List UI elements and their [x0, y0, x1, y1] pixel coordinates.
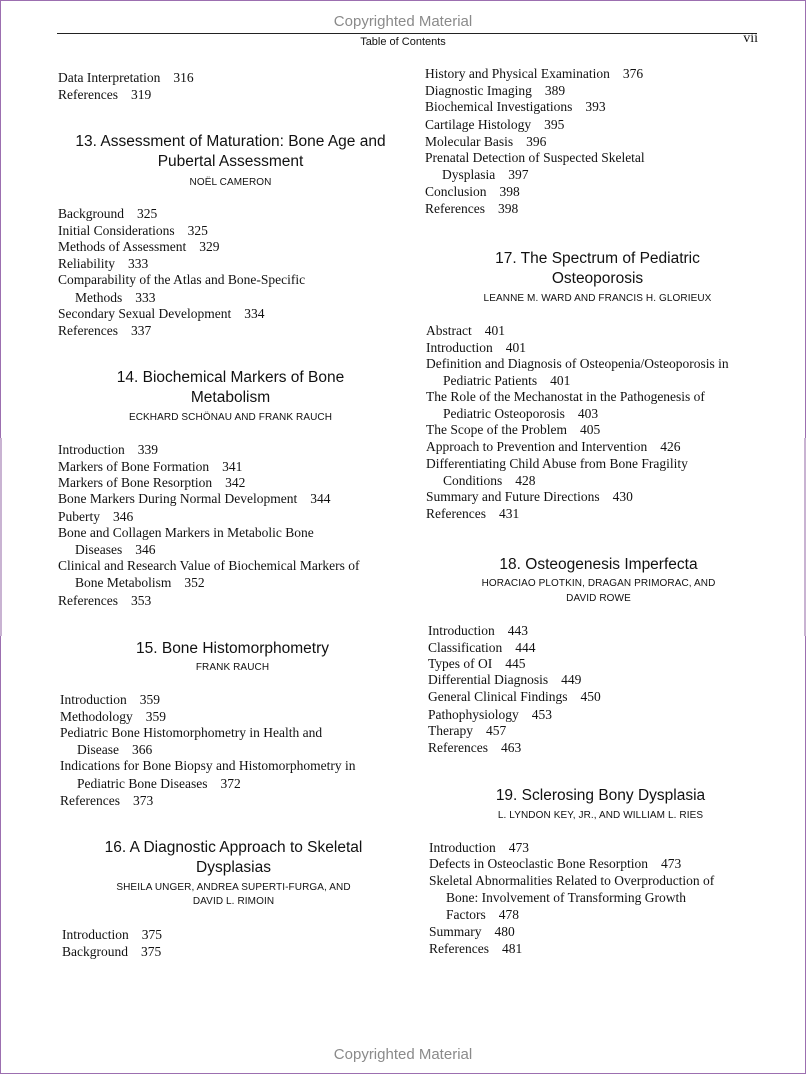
toc-entry[interactable]: Clinical and Research Value of Biochemical Markers of — [58, 558, 360, 573]
toc-entry[interactable]: References 353 — [58, 593, 152, 608]
toc-entry-continuation[interactable]: Conditions 428 — [443, 473, 536, 488]
toc-entry[interactable]: Comparability of the Atlas and Bone-Specific — [58, 272, 306, 287]
left-column — [58, 0, 403, 1074]
toc-entry[interactable]: Skeletal Abnormalities Related to Overproduction of — [429, 873, 715, 888]
page-number: vii — [743, 31, 758, 46]
toc-entry[interactable]: Background 325 — [58, 206, 158, 221]
toc-entry[interactable]: History and Physical Examination 376 — [425, 66, 644, 81]
toc-entry-continuation[interactable]: Bone: Involvement of Transforming Growth — [446, 890, 686, 905]
toc-entry[interactable]: Classification 444 — [428, 640, 536, 655]
toc-entry[interactable]: Biochemical Investigations 393 — [425, 99, 606, 114]
chapter-title[interactable]: 13. Assessment of Maturation: Bone Age and — [75, 133, 386, 150]
toc-entry-continuation[interactable]: Disease 366 — [77, 742, 153, 757]
toc-entry[interactable]: Puberty 346 — [58, 509, 134, 524]
toc-entry[interactable]: Methods of Assessment 329 — [58, 239, 220, 254]
chapter-authors: L. LYNDON KEY, JR., AND WILLIAM L. RIES — [497, 810, 704, 821]
toc-entry[interactable]: Summary 480 — [429, 924, 515, 939]
toc-entry[interactable]: Pathophysiology 453 — [428, 707, 553, 722]
chapter-title[interactable]: Osteoporosis — [551, 270, 644, 287]
toc-entry[interactable]: Bone Markers During Normal Development 344 — [58, 491, 331, 506]
toc-entry[interactable]: Introduction 401 — [426, 340, 526, 355]
chapter-title[interactable]: 18. Osteogenesis Imperfecta — [499, 556, 698, 573]
toc-entry-continuation[interactable]: Pediatric Bone Diseases 372 — [77, 776, 241, 791]
left-edge-mark — [0, 438, 2, 636]
toc-entry[interactable]: Prenatal Detection of Suspected Skeletal — [425, 150, 645, 165]
toc-entry[interactable]: Defects in Osteoclastic Bone Resorption 473 — [429, 856, 682, 871]
toc-entry[interactable]: Introduction 359 — [60, 692, 160, 707]
toc-entry[interactable]: Molecular Basis 396 — [425, 134, 547, 149]
chapter-title[interactable]: 17. The Spectrum of Pediatric — [495, 250, 700, 267]
toc-entry-continuation[interactable]: Bone Metabolism 352 — [75, 575, 205, 590]
toc-entry[interactable]: Markers of Bone Resorption 342 — [58, 475, 246, 490]
toc-entry[interactable]: References 398 — [425, 201, 519, 216]
toc-entry[interactable]: Bone and Collagen Markers in Metabolic Bone — [58, 525, 314, 540]
watermark-top: Copyrighted Material — [333, 13, 473, 30]
toc-entry[interactable]: Diagnostic Imaging 389 — [425, 83, 566, 98]
chapter-title[interactable]: Metabolism — [190, 389, 271, 406]
toc-entry-continuation[interactable]: Diseases 346 — [75, 542, 156, 557]
toc-entry-continuation[interactable]: Dysplasia 397 — [442, 167, 529, 182]
toc-entry[interactable]: Introduction 339 — [58, 442, 158, 457]
toc-entry[interactable]: Introduction 375 — [62, 927, 162, 942]
toc-entry-continuation[interactable]: Methods 333 — [75, 290, 156, 305]
watermark-bottom: Copyrighted Material — [333, 1046, 473, 1063]
chapter-authors: FRANK RAUCH — [195, 662, 270, 673]
toc-entry[interactable]: Therapy 457 — [428, 723, 507, 738]
toc-entry[interactable]: Abstract 401 — [426, 323, 505, 338]
toc-entry-continuation[interactable]: Pediatric Osteoporosis 403 — [443, 406, 599, 421]
toc-entry[interactable]: Markers of Bone Formation 341 — [58, 459, 243, 474]
toc-entry[interactable]: Definition and Diagnosis of Osteopenia/Osteoporosis in — [426, 356, 729, 371]
toc-entry[interactable]: References 463 — [428, 740, 522, 755]
chapter-title[interactable]: Pubertal Assessment — [157, 153, 304, 170]
chapter-title[interactable]: 16. A Diagnostic Approach to Skeletal — [104, 839, 363, 856]
chapter-authors: NOËL CAMERON — [189, 177, 272, 188]
toc-entry[interactable]: References 481 — [429, 941, 523, 956]
right-column — [425, 0, 770, 1074]
toc-entry[interactable]: References 337 — [58, 323, 152, 338]
toc-entry[interactable]: Initial Considerations 325 — [58, 223, 208, 238]
toc-entry[interactable]: Introduction 473 — [429, 840, 529, 855]
chapter-title[interactable]: 15. Bone Histomorphometry — [136, 640, 329, 657]
running-head: Table of Contents — [360, 36, 446, 48]
toc-entry[interactable]: Data Interpretation 316 — [58, 70, 194, 85]
toc-entry[interactable]: Conclusion 398 — [425, 184, 520, 199]
toc-entry[interactable]: Types of OI 445 — [428, 656, 526, 671]
toc-entry[interactable]: References 319 — [58, 87, 152, 102]
toc-entry[interactable]: Methodology 359 — [60, 709, 166, 724]
toc-entry[interactable]: Pediatric Bone Histomorphometry in Health and — [60, 725, 323, 740]
toc-entry[interactable]: References 373 — [60, 793, 154, 808]
toc-entry[interactable]: Reliability 333 — [58, 256, 149, 271]
toc-entry[interactable]: Differential Diagnosis 449 — [428, 672, 582, 687]
chapter-authors: DAVID ROWE — [566, 593, 631, 604]
chapter-authors: DAVID L. RIMOIN — [192, 896, 275, 907]
toc-entry[interactable]: Cartilage Histology 395 — [425, 117, 565, 132]
toc-entry[interactable]: Summary and Future Directions 430 — [426, 489, 633, 504]
toc-entry[interactable]: Differentiating Child Abuse from Bone Fragility — [426, 456, 688, 471]
toc-entry[interactable]: The Role of the Mechanostat in the Pathogenesis of — [426, 389, 705, 404]
chapter-authors: LEANNE M. WARD AND FRANCIS H. GLORIEUX — [483, 293, 712, 304]
toc-entry[interactable]: Background 375 — [62, 944, 162, 959]
toc-entry-continuation[interactable]: Factors 478 — [446, 907, 519, 922]
chapter-authors: ECKHARD SCHÖNAU AND FRANK RAUCH — [128, 412, 333, 423]
toc-entry[interactable]: Indications for Bone Biopsy and Histomorphometry in — [60, 758, 356, 773]
toc-entry[interactable]: Secondary Sexual Development 334 — [58, 306, 265, 321]
toc-entry[interactable]: References 431 — [426, 506, 520, 521]
toc-entry[interactable]: Approach to Prevention and Intervention 426 — [426, 439, 681, 454]
chapter-authors: SHEILA UNGER, ANDREA SUPERTI-FURGA, AND — [116, 882, 351, 893]
chapter-title[interactable]: 14. Biochemical Markers of Bone — [116, 369, 345, 386]
toc-entry[interactable]: The Scope of the Problem 405 — [426, 422, 601, 437]
chapter-title[interactable]: Dysplasias — [196, 859, 271, 876]
toc-entry[interactable]: General Clinical Findings 450 — [428, 689, 601, 704]
toc-entry-continuation[interactable]: Pediatric Patients 401 — [443, 373, 571, 388]
chapter-title[interactable]: 19. Sclerosing Bony Dysplasia — [495, 787, 706, 804]
toc-entry[interactable]: Introduction 443 — [428, 623, 528, 638]
chapter-authors: HORACIAO PLOTKIN, DRAGAN PRIMORAC, AND — [481, 578, 716, 589]
